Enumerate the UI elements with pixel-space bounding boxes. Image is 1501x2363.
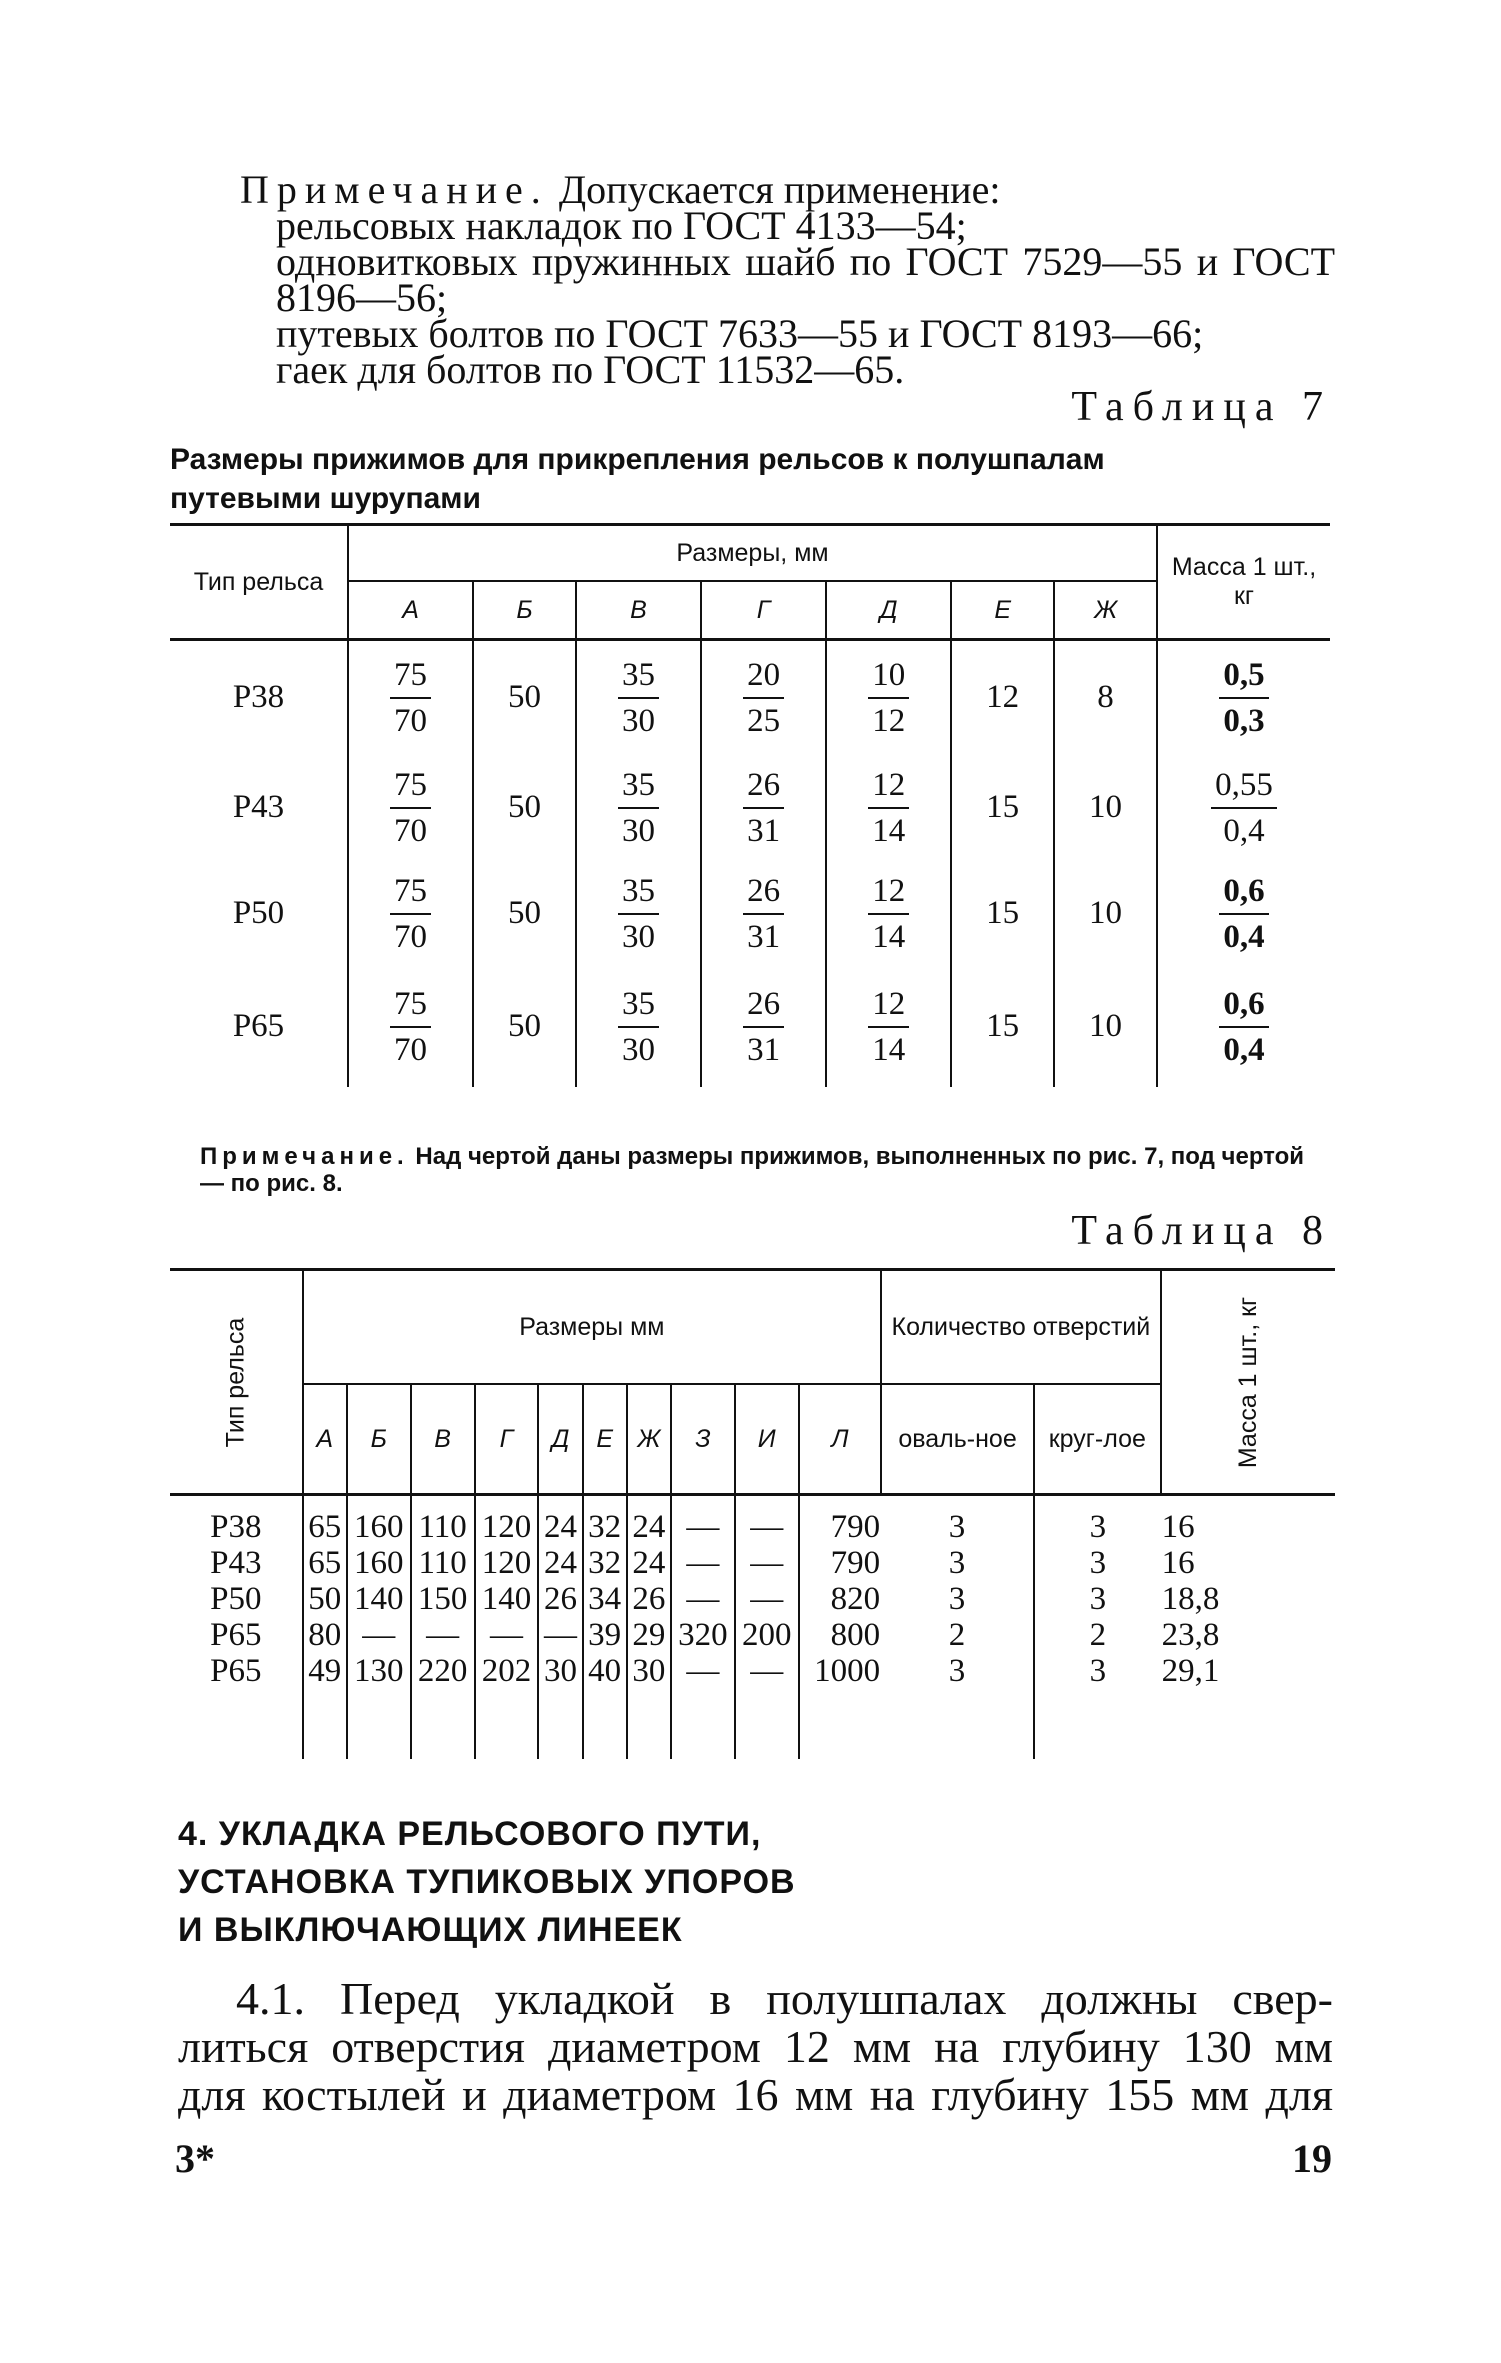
table8-head-sizes: Размеры мм [303, 1270, 881, 1385]
cell: 50 [473, 640, 576, 755]
cell: — [671, 1495, 735, 1546]
table8-head-round: круг-лое [1048, 1424, 1146, 1453]
cell: — [538, 1617, 582, 1653]
cell: 12 [951, 640, 1054, 755]
rail-type: Р65 [170, 1617, 303, 1653]
cell: 220 [411, 1653, 475, 1689]
table8-col-head: В [411, 1384, 475, 1494]
table7-caption: Таблица 7 [1071, 384, 1332, 430]
cell: 8 [1097, 679, 1114, 716]
spacer-cell [475, 1689, 539, 1759]
fraction: $\frac{0,5}{0,3}$ [1219, 653, 1268, 743]
table-row [170, 1545, 1335, 1581]
fraction: $\frac{12}{14}$ [868, 982, 909, 1072]
cell: 15 [951, 967, 1054, 1087]
fraction: $\frac{75}{70}$ [390, 982, 431, 1072]
fraction: $\frac{12}{14}$ [868, 869, 909, 959]
table8-col-head: Б [347, 1384, 411, 1494]
rail-type: Р50 [170, 861, 348, 967]
cell: 23,8 [1161, 1617, 1220, 1653]
table8-caption: Таблица 8 [1071, 1208, 1332, 1254]
table7 [170, 523, 1330, 1087]
note-line: одновитковых пружинных шайб по ГОСТ 7529—55 и ГОСТ [276, 239, 1335, 284]
fraction: $\frac{35}{30}$ [618, 982, 659, 1072]
rail-type: Р43 [170, 755, 348, 861]
cell: 110 [411, 1495, 475, 1546]
spacer-cell [538, 1689, 582, 1759]
cell: 32 [583, 1495, 627, 1546]
table8-col-head: А [303, 1384, 347, 1494]
fraction: $\frac{35}{30}$ [618, 653, 659, 743]
fraction: $\frac{75}{70}$ [390, 869, 431, 959]
cell: 80 [303, 1617, 347, 1653]
cell: 160 [347, 1545, 411, 1581]
table8-head-type: Тип рельса [170, 1270, 303, 1495]
cell: 18,8 [1161, 1581, 1220, 1617]
note-line: путевых болтов по ГОСТ 7633—55 и ГОСТ 8193—66; [276, 311, 1204, 356]
table8-col-head: Д [538, 1384, 582, 1494]
cell: 140 [347, 1581, 411, 1617]
table7-col-head: Г [701, 581, 826, 640]
cell: 200 [735, 1617, 799, 1653]
fraction: $\frac{0,6}{0,4}$ [1219, 869, 1268, 959]
cell: 202 [475, 1653, 539, 1689]
section-heading-line: И ВЫКЛЮЧАЮЩИХ ЛИНЕЕК [178, 1911, 683, 1949]
fraction: $\frac{26}{31}$ [743, 869, 784, 959]
cell: 50 [473, 755, 576, 861]
spacer-cell [1161, 1689, 1335, 1759]
cell: 2 [1089, 1617, 1107, 1653]
cell: 50 [473, 861, 576, 967]
cell: 24 [627, 1545, 671, 1581]
section-heading-line: УСТАНОВКА ТУПИКОВЫХ УПОРОВ [178, 1863, 796, 1901]
cell: 32 [583, 1545, 627, 1581]
table7-note-label: Примечание. [200, 1143, 409, 1170]
cell: 29 [627, 1617, 671, 1653]
cell: 1000 [814, 1653, 881, 1689]
page-number: 19 [1292, 2136, 1332, 2181]
fraction: $\frac{26}{31}$ [743, 763, 784, 853]
paragraph-line: для костылей и диаметром 16 мм на глубину 155 мм для [178, 2069, 1333, 2120]
fraction: $\frac{35}{30}$ [618, 869, 659, 959]
table8-col-head: И [735, 1384, 799, 1494]
note-line: 8196—56; [276, 275, 448, 320]
table7-col-head: Е [951, 581, 1054, 640]
table-row [170, 1617, 1335, 1653]
table8 [170, 1268, 1335, 1759]
cell: 3 [1089, 1653, 1107, 1689]
cell: 140 [475, 1581, 539, 1617]
spacer-cell [583, 1689, 627, 1759]
cell: 39 [583, 1617, 627, 1653]
table8-col-head: Л [831, 1424, 849, 1453]
cell: 40 [583, 1653, 627, 1689]
table7-col-head: А [348, 581, 473, 640]
cell: 24 [627, 1495, 671, 1546]
spacer-cell [881, 1689, 1034, 1759]
cell: 34 [583, 1581, 627, 1617]
note-line: рельсовых накладок по ГОСТ 4133—54; [276, 203, 967, 248]
rail-type: Р65 [170, 1653, 303, 1689]
table7-col-head: В [576, 581, 701, 640]
cell: 29,1 [1161, 1653, 1220, 1689]
table-row [170, 1581, 1335, 1617]
cell: 3 [881, 1653, 1034, 1689]
rail-type: Р43 [170, 1545, 303, 1581]
cell: — [735, 1581, 799, 1617]
table-row [170, 640, 1330, 755]
fraction: $\frac{75}{70}$ [390, 763, 431, 853]
fraction: $\frac{0,6}{0,4}$ [1219, 982, 1268, 1072]
table8-col-head: Г [475, 1384, 539, 1494]
cell: 790 [830, 1509, 881, 1545]
fraction: $\frac{75}{70}$ [390, 653, 431, 743]
table8-head-holes: Количество отверстий [881, 1270, 1161, 1385]
cell: 26 [538, 1581, 582, 1617]
note-label: Примечание. [240, 167, 549, 212]
cell: 3 [1089, 1509, 1107, 1545]
spacer-cell [303, 1689, 347, 1759]
cell: 24 [538, 1545, 582, 1581]
rail-type: Р50 [170, 1581, 303, 1617]
table-row [170, 755, 1330, 861]
cell: 160 [347, 1495, 411, 1546]
table8-head-oval: оваль-ное [881, 1384, 1034, 1494]
paragraph-line: литься отверстия диаметром 12 мм на глубину 130 мм [178, 2021, 1333, 2072]
table-row [170, 967, 1330, 1087]
cell: 2 [881, 1617, 1034, 1653]
cell: — [735, 1653, 799, 1689]
cell: 120 [475, 1545, 539, 1581]
cell: 26 [627, 1581, 671, 1617]
cell: — [671, 1581, 735, 1617]
section-heading-line: 4. УКЛАДКА РЕЛЬСОВОГО ПУТИ, [178, 1815, 762, 1853]
spacer-cell [671, 1689, 735, 1759]
table7-note [200, 1143, 1332, 1197]
table8-col-head: Е [583, 1384, 627, 1494]
spacer-cell [627, 1689, 671, 1759]
cell: 16 [1161, 1545, 1195, 1581]
cell: 30 [627, 1653, 671, 1689]
table-row [170, 1653, 1335, 1689]
cell: — [411, 1617, 475, 1653]
cell: 800 [830, 1617, 881, 1653]
note-intro: Допускается применение: [548, 167, 1001, 212]
cell: 820 [830, 1581, 881, 1617]
cell: 110 [411, 1545, 475, 1581]
table7-head-mass: Масса 1 шт., кг [1157, 525, 1330, 640]
cell: 3 [1089, 1581, 1107, 1617]
cell: — [671, 1653, 735, 1689]
paragraph-4-1 [178, 1975, 1333, 2119]
cell: 10 [1089, 895, 1123, 931]
cell: 15 [951, 755, 1054, 861]
cell: 120 [475, 1495, 539, 1546]
table7-head-type: Тип рельса [170, 525, 348, 640]
table-row [170, 1495, 1335, 1546]
cell: — [671, 1545, 735, 1581]
table7-title-line: путевыми шурупами [170, 482, 481, 515]
spacer-cell [347, 1689, 411, 1759]
top-note [240, 167, 1335, 392]
cell: 15 [951, 861, 1054, 967]
cell: 50 [303, 1581, 347, 1617]
cell: 3 [1089, 1545, 1107, 1581]
cell: 30 [538, 1653, 582, 1689]
cell: 3 [881, 1545, 1034, 1581]
cell: 130 [347, 1653, 411, 1689]
section-heading [178, 1810, 1328, 1954]
table8-head-mass: Масса 1 шт., кг [1161, 1270, 1335, 1495]
cell: 49 [303, 1653, 347, 1689]
cell: — [475, 1617, 539, 1653]
table7-title-line: Размеры прижимов для прикрепления рельсов к полушпалам [170, 443, 1105, 476]
table-row [170, 861, 1330, 967]
cell: — [735, 1545, 799, 1581]
table7-col-head: Д [826, 581, 951, 640]
cell: — [735, 1495, 799, 1546]
fraction: $\frac{12}{14}$ [868, 763, 909, 853]
cell: 3 [881, 1581, 1034, 1617]
fraction: $\frac{0,55}{0,4}$ [1211, 763, 1277, 853]
cell: 10 [1089, 1008, 1123, 1044]
cell: 3 [881, 1495, 1034, 1546]
cell: 150 [411, 1581, 475, 1617]
cell: 790 [830, 1545, 881, 1581]
table7-head-sizes: Размеры, мм [348, 525, 1157, 582]
cell: 65 [303, 1545, 347, 1581]
paragraph-line: 4.1. Перед укладкой в полушпалах должны свер- [236, 1973, 1333, 2024]
cell: 65 [303, 1495, 347, 1546]
cell: 50 [473, 967, 576, 1087]
table7-col-head: Ж [1094, 595, 1118, 624]
table8-col-head: З [671, 1384, 735, 1494]
spacer-cell [799, 1689, 881, 1759]
spacer-cell [1034, 1689, 1161, 1759]
rail-type: Р38 [170, 640, 348, 755]
table8-col-head: Ж [627, 1384, 671, 1494]
spacer-cell [411, 1689, 475, 1759]
table7-note-text: Над чертой даны размеры прижимов, выполненных по рис. 7, под чертой — по рис. 8. [200, 1143, 1305, 1197]
cell: 16 [1161, 1509, 1195, 1545]
signature-mark: 3* [175, 2136, 215, 2181]
rail-type: Р65 [170, 967, 348, 1087]
cell: — [347, 1617, 411, 1653]
table7-col-head: Б [473, 581, 576, 640]
fraction: $\frac{20}{25}$ [743, 653, 784, 743]
table7-title [170, 440, 1330, 518]
spacer-cell [735, 1689, 799, 1759]
cell: 24 [538, 1495, 582, 1546]
cell: 320 [671, 1617, 735, 1653]
cell: 10 [1089, 789, 1123, 825]
fraction: $\frac{35}{30}$ [618, 763, 659, 853]
fraction: $\frac{26}{31}$ [743, 982, 784, 1072]
rail-type: Р38 [170, 1495, 303, 1546]
fraction: $\frac{10}{12}$ [868, 653, 909, 743]
note-line: гаек для болтов по ГОСТ 11532—65. [276, 347, 905, 392]
spacer-cell [170, 1689, 303, 1759]
table-spacer-row [170, 1689, 1335, 1759]
